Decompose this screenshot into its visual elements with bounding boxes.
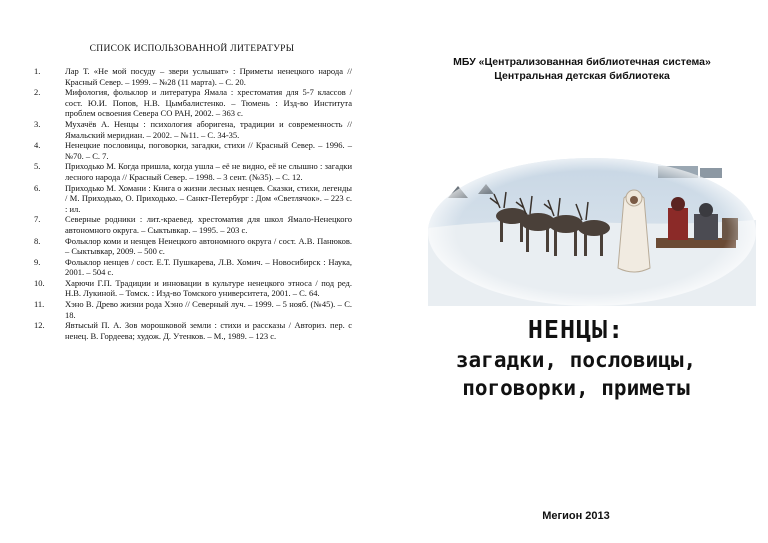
cover-footer: Мегион 2013 bbox=[542, 510, 610, 522]
bibliography-item bbox=[34, 214, 352, 235]
bibliography-item-number: 1. bbox=[34, 66, 41, 76]
bibliography-item-number: 11. bbox=[34, 299, 45, 310]
reindeer-sled-photo bbox=[428, 158, 756, 306]
bibliography-item bbox=[34, 299, 352, 320]
bibliography-item-number: 10. bbox=[34, 277, 45, 288]
cover-title-line-1: НЕНЦЫ: bbox=[527, 315, 625, 344]
organization-name bbox=[412, 55, 752, 83]
bibliography-item bbox=[34, 183, 352, 215]
bibliography-item-number: 5. bbox=[34, 161, 41, 172]
bibliography-item-text: Явтысый П. А. Зов морошковой земли : стихи и рассказы / Авториз. пер. с ненец. В. Гордеева; худож. Д. Утенков. – М., 1989. – 123 с. bbox=[65, 320, 352, 341]
organization-line-2: Центральная детская библиотека bbox=[494, 70, 670, 82]
bibliography-item-number: 9. bbox=[34, 256, 41, 267]
cover-title-line-2: загадки, пословицы, bbox=[455, 348, 697, 372]
bibliography-item-number: 7. bbox=[34, 214, 41, 225]
cover-title-line-3: поговорки, приметы bbox=[462, 376, 690, 400]
bibliography-item-text: Фольклор коми и ненцев Ненецкого автономного округа / сост. А.В. Панюков. – Сыктывкар, 2009. – 500 с. bbox=[65, 235, 352, 257]
bibliography-item bbox=[34, 278, 352, 299]
bibliography-item-number: 4. bbox=[34, 140, 41, 151]
bibliography-item bbox=[34, 320, 352, 341]
bibliography-item-text: Ненецкие пословицы, поговорки, загадки, стихи // Красный Север. – 1996. – №70. – С. 7. bbox=[65, 140, 352, 161]
bibliography-item-text: Мухачёв А. Ненцы : психология аборигена, традиции и современность // Ямальский меридиан. – 2002. – №11. – С. 34-35. bbox=[65, 118, 352, 140]
bibliography-title: СПИСОК ИСПОЛЬЗОВАННОЙ ЛИТЕРАТУРЫ bbox=[89, 44, 295, 54]
bibliography-item-text: Северные родники : лит.-краевед. хрестоматия для школ Ямало-Ненецкого автономного округа. – Сыктывкар. – 1995. – 203 с. bbox=[65, 214, 352, 235]
bibliography-item bbox=[34, 87, 352, 119]
bibliography-item-number: 6. bbox=[34, 182, 41, 193]
cover-title bbox=[384, 314, 768, 402]
bibliography-item-text: Хэно В. Древо жизни рода Хэно // Северный луч. – 1999. – 5 нояб. (№45). – С. 18. bbox=[65, 299, 352, 320]
bibliography-item-text: Мифология, фольклор и литература Ямала : хрестоматия для 5-7 классов / сост. Ю.И. Попов, Н.В. Цымбалистенко. – Тюмень : Изд-во Института проблем освоения Севера СО РАН, 2002. – 363 с. bbox=[65, 87, 352, 119]
bibliography-item bbox=[34, 236, 352, 257]
bibliography-item-text: Приходько М. Когда пришла, когда ушла – её не видно, её не слышно : загадки лесного народа // Красный Север. – 1998. – 3 сент. (№35). – С. 12. bbox=[65, 161, 352, 182]
bibliography-item bbox=[34, 119, 352, 140]
bibliography-item-text: Лар Т. «Не мой посуду – звери услышат» : Приметы ненецкого народа // Красный Север. – 1999. – №28 (11 марта). – С. 20. bbox=[65, 66, 352, 87]
bibliography-item bbox=[34, 66, 352, 87]
bibliography-list bbox=[34, 66, 352, 341]
bibliography-item bbox=[34, 140, 352, 161]
bibliography-item-text: Харючи Г.П. Традиции и инновации в культуре ненецкого этноса / под ред. Н.В. Лукиной. – Томск. : Изд-во Томского университета, 2001. – С. 64. bbox=[65, 277, 352, 299]
bibliography-item-number: 8. bbox=[34, 235, 41, 246]
bibliography-item-number: 12. bbox=[34, 320, 45, 331]
bibliography-item bbox=[34, 257, 352, 278]
bibliography-item-number: 2. bbox=[34, 87, 41, 98]
bibliography-item bbox=[34, 161, 352, 182]
cover-page bbox=[384, 0, 768, 543]
organization-line-1: МБУ «Централизованная библиотечная система» bbox=[453, 56, 711, 68]
bibliography-item-number: 3. bbox=[34, 118, 41, 129]
bibliography-item-text: Приходько М. Хомани : Книга о жизни лесных ненцев. Сказки, стихи, легенды / М. Приходько, О. Приходько. – Санкт-Петербург : Дом «Светлячок». – 223 с. : ил. bbox=[65, 182, 352, 214]
bibliography-item-text: Фольклор ненцев / сост. Е.Т. Пушкарева, Л.В. Хомич. – Новосибирск : Наука, 2001. – 504 с. bbox=[65, 256, 352, 278]
